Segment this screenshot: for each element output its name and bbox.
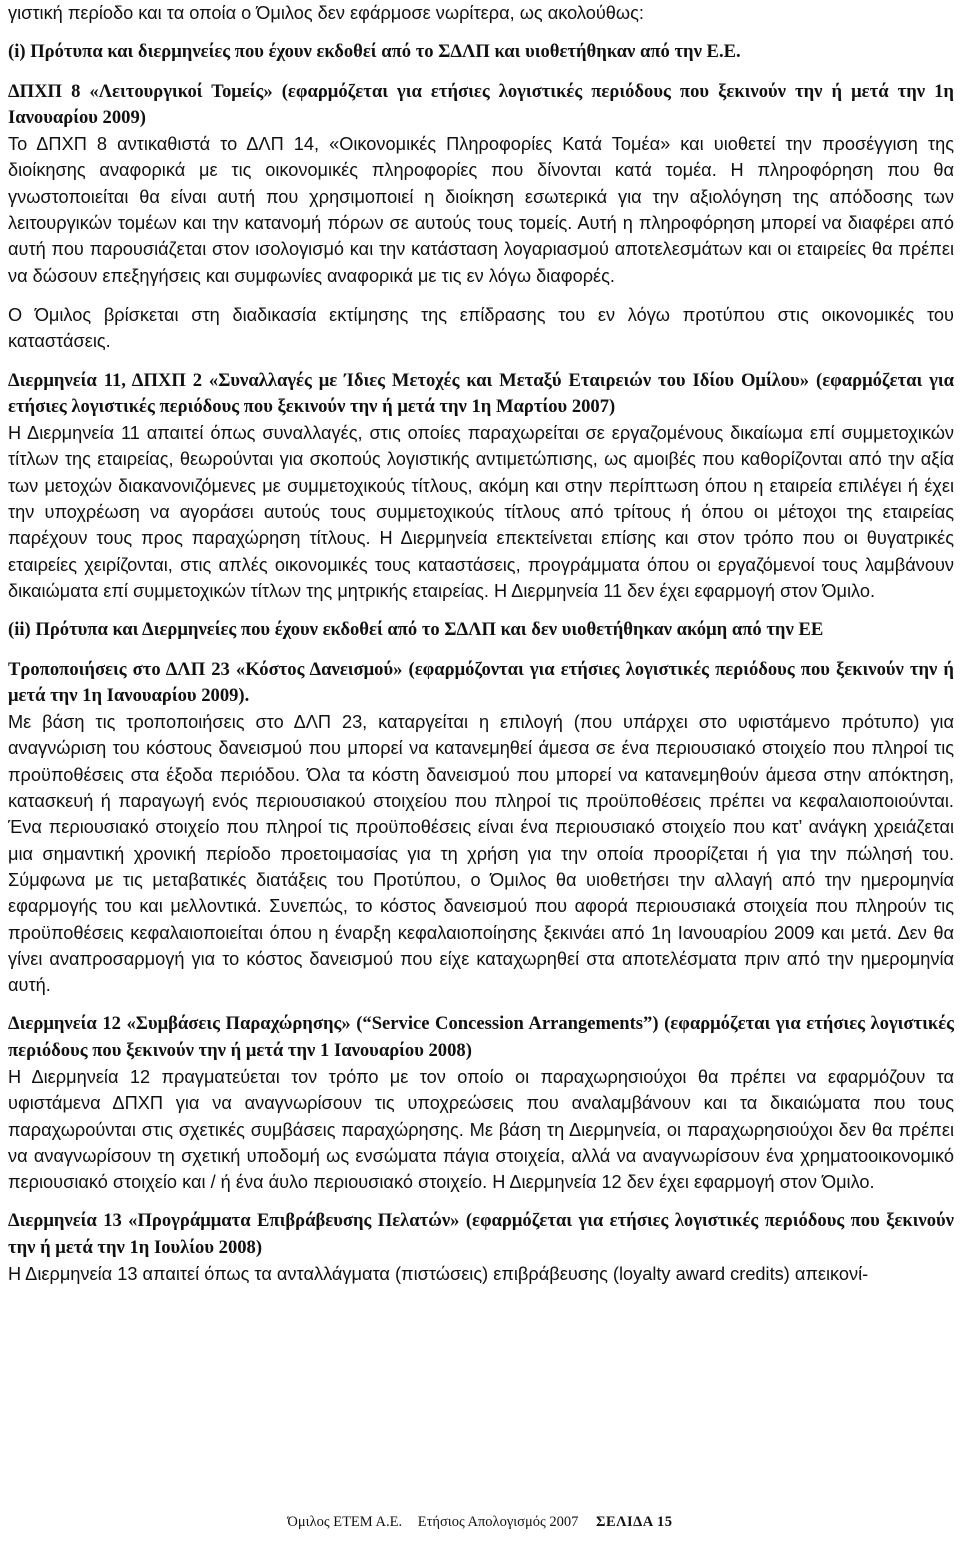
- footer-report: Ετήσιος Απολογισμός 2007: [417, 1514, 579, 1530]
- page-footer: [0, 1514, 960, 1531]
- footer-page-number: ΣΕΛΙΔΑ 15: [595, 1514, 673, 1530]
- ifric11-heading: Διερμηνεία 11, ΔΠΧΠ 2 «Συναλλαγές με Ίδιες Μετοχές και Μεταξύ Εταιρειών του Ιδίου Ομίλου» (εφαρμόζεται για ετήσιες λογιστικές περιόδους που ξεκινούν την ή μετά την 1η Μαρτίου 2007): [8, 369, 954, 417]
- footer-company: Όμιλος ΕΤΕΜ Α.Ε.: [287, 1514, 403, 1530]
- ifrs8-body-2: Ο Όμιλος βρίσκεται στη διαδικασία εκτίμησης της επίδρασης του εν λόγω προτύπου στις οικονομικές του καταστάσεις.: [8, 304, 954, 352]
- intro-line: γιστική περίοδο και τα οποία ο Όμιλος δεν εφάρμοσε νωρίτερα, ως ακολούθως:: [8, 3, 644, 23]
- ifric11-body: Η Διερμηνεία 11 απαιτεί όπως συναλλαγές, στις οποίες παραχωρείται σε εργαζομένους δικαίωμα επί συμμετοχικών τίτλων της εταιρείας, θεωρούνται για σκοπούς λογιστικής αντιμετώπισης, ως αμοιβές που καθορίζονται από την αξία των μετοχών διακανονιζόμενες με συμμετοχικούς τίτλους, ακόμη και στην περίπτωση όπου η εταιρεία επιλέγει ή έχει την υποχρέωση να αγοράσει αυτούς τους συμμετοχικούς τίτλους από τρίτους ή όπου οι μέτοχοι της εταιρείας παρέχουν τους προς παραχώρηση τίτλους. Η Διερμηνεία επεκτείνεται επίσης και στον τρόπο που οι θυγατρικές εταιρείες χειρίζονται, στις απλές οικονομικές τους καταστάσεις, προγράμματα όπου οι εργαζόμενοί τους λαμβάνουν δικαιώματα επί συμμετοχικών τίτλων της μητρικής εταιρείας. Η Διερμηνεία 11 δεν έχει εφαρμογή στον Όμιλο.: [8, 423, 954, 601]
- ifric12-heading: Διερμηνεία 12 «Συμβάσεις Παραχώρησης» (“Service Concession Arrangements”) (εφαρμόζεται για ετήσιες λογιστικές περιόδους που ξεκινούν την ή μετά την 1 Ιανουαρίου 2008): [8, 1013, 954, 1061]
- text-column: [8, 0, 954, 1287]
- section-i-title: (i) Πρότυπα και διερμηνείες που έχουν εκδοθεί από το ΣΔΛΠ και υιοθετήθηκαν από την Ε.Ε.: [8, 41, 741, 63]
- ifric12-body: Η Διερμηνεία 12 πραγματεύεται τον τρόπο με τον οποίο οι παραχωρησιούχοι θα πρέπει να εφαρμόζουν τα υφιστάμενα ΔΠΧΠ για να αναγνωρίσουν τις υποχρεώσεις που αναλαμβάνουν και τα δικαιώματα που τους παραχωρούνται στις σχετικές συμβάσεις παραχώρησης. Με βάση τη Διερμηνεία, οι παραχωρησιούχοι δεν θα πρέπει να αναγνωρίσουν τη σχετική υποδομή ως ενσώματα πάγια στοιχεία, αλλά να αναγνωρίσουν ένα χρηματοοικονομικό περιουσιακό στοιχείο και / ή ένα άυλο περιουσιακό στοιχείο. Η Διερμηνεία 12 δεν έχει εφαρμογή στον Όμιλο.: [8, 1066, 954, 1193]
- ifric13-body: Η Διερμηνεία 13 απαιτεί όπως τα ανταλλάγματα (πιστώσεις) επιβράβευσης (loyalty award credits) απεικονί-: [8, 1264, 869, 1285]
- ias23-heading: Τροποποιήσεις στο ΔΛΠ 23 «Κόστος Δανεισμού» (εφαρμόζονται για ετήσιες λογιστικές περιόδους που ξεκινούν την ή μετά την 1η Ιανουαρίου 2009).: [8, 658, 954, 706]
- ifric13-heading: Διερμηνεία 13 «Προγράμματα Επιβράβευσης Πελατών» (εφαρμόζεται για ετήσιες λογιστικές περιόδους που ξεκινούν την ή μετά την 1η Ιουλίου 2008): [8, 1210, 954, 1258]
- section-ii-title: (ii) Πρότυπα και Διερμηνείες που έχουν εκδοθεί από το ΣΔΛΠ και δεν υιοθετήθηκαν ακόμη από την ΕΕ: [8, 619, 824, 641]
- ifrs8-body: Το ΔΠΧΠ 8 αντικαθιστά το ΔΛΠ 14, «Οικονομικές Πληροφορίες Κατά Τομέα» και υιοθετεί την προσέγγιση της διοίκησης αναφορικά με τις οικονομικές πληροφορίες που δίνονται κατά τομέα. Η πληροφόρηση που θα γνωστοποιείται θα είναι αυτή που χρησιμοποιεί η διοίκηση εσωτερικά για την αξιολόγηση της απόδοσης των λειτουργικών τομέων και την κατανομή πόρων σε αυτούς τους τομείς. Αυτή η πληροφόρηση μπορεί να διαφέρει από αυτή που παρουσιάζεται στον ισολογισμό και την κατάσταση λογαριασμού αποτελεσμάτων και οι εταιρείες θα πρέπει να δώσουν επεξηγήσεις και συμφωνίες αναφορικά με τις εν λόγω διαφορές.: [8, 134, 954, 286]
- ias23-body: Με βάση τις τροποποιήσεις στο ΔΛΠ 23, καταργείται η επιλογή (που υπάρχει στο υφιστάμενο πρότυπο) για αναγνώριση του κόστους δανεισμού που μπορεί να κατανεμηθεί άμεσα σε ένα περιουσιακό στοιχείο που πληροί τις προϋποθέσεις στα έξοδα περιόδου. Όλα τα κόστη δανεισμού που μπορεί να κατανεμηθούν άμεσα στην απόκτηση, κατασκευή ή παραγωγή ενός περιουσιακού στοιχείου που πληροί τις προϋποθέσεις πρέπει να κεφαλαιοποιούνται. Ένα περιουσιακό στοιχείο που πληροί τις προϋποθέσεις είναι ένα περιουσιακό στοιχείο που κατ’ ανάγκη χρειάζεται μια σημαντική χρονική περίοδο προετοιμασίας για τη χρήση για την οποία προορίζεται ή για την πώλησή του. Σύμφωνα με τις μεταβατικές διατάξεις του Προτύπου, ο Όμιλος θα υιοθετήσει την αλλαγή από την ημερομηνία εφαρμογής του και μελλοντικά. Συνεπώς, το κόστος δανεισμού που αφορά περιουσιακά στοιχεία που πληρούν τις προϋποθέσεις κεφαλαιοποιείται όπου η έναρξη κεφαλαιοποίησης ξεκινάει από 1η Ιανουαρίου 2009 και μετά. Δεν θα γίνει αναπροσαρμογή για το κόστος δανεισμού που είχε καταχωρηθεί στα αποτελέσματα πριν από την ημερομηνία αυτή.: [8, 712, 954, 996]
- ifrs8-heading: ΔΠΧΠ 8 «Λειτουργικοί Τομείς» (εφαρμόζεται για ετήσιες λογιστικές περιόδους που ξεκινούν την ή μετά την 1η Ιανουαρίου 2009): [8, 80, 954, 128]
